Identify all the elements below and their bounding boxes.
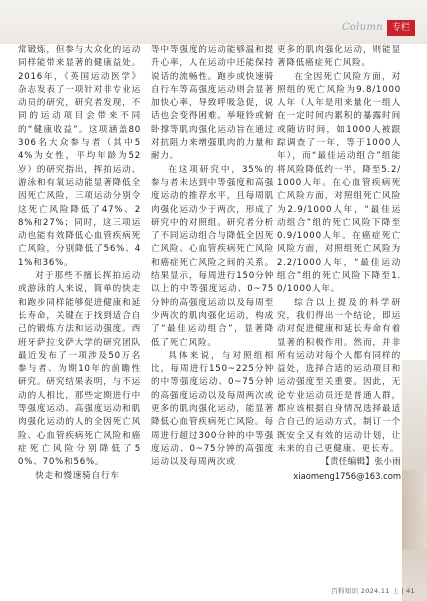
paragraph: 综合以上提及的科学研究，我们得出一个结论，即运动对促进健康和延长寿命有着显著的积极作用。然而，并非所有运动对每个人都有同样的益处，选择合适的运动项目和运动强度至关重要。因此，无论专业运动员还是普通人群，都应该根据自身情况选择最适合自己的运动方式，制订一个既安全又有效的运动计划，让未来的自己更健康、更长寿。 [277,297,401,454]
footer-page-info: 百科知识 2024.11 上 | 41 [331,587,415,595]
column-label: Column [341,22,383,33]
text-column-1 [18,44,141,483]
editor-credit: 【责任编辑】张小雨 [320,457,401,468]
editor-email: xiaomeng1756@163.com [293,470,401,481]
page-footer [0,578,427,601]
paragraph: 具体来说，与对照组相比，每周进行150~225分钟的中等强度运动、0~75分钟的高强度运动以及每周两次或更多的肌肉强化运动，能显著降低心血管疾病死亡风险。每周进行超过300分钟的中等强度运动、0~75分钟的高强度运动以及每周两次或 [151,350,274,468]
paragraph: 等中等强度的运动能够温和提升心率，人在运动中还能保持说话的流畅性。跑步或快速骑自行车等高强度运动则会显著加快心率，导致呼吸急促，说话也会变得困难。举哑铃或俯卧撑等肌肉强化运动旨在通过对抗阻力来增强肌肉的力量和耐力。 [151,45,274,162]
text-column-3 [277,44,401,483]
paragraph: 更多的肌肉强化运动，则能显著降低癌症死亡风险。 [277,45,401,69]
paragraph: 对于那些不擅长挥拍运动或游泳的人来说，简单的快走和跑步同样能够促进健康和延长寿命，关键在于找到适合自己的锻炼方法和运动强度。西班牙萨拉戈萨大学的研究团队最近发布了一项涉及50万名参与者、为期10年的前瞻性研究。研究结果表明，与不运动的人相比，那些定期进行中等强度运动、高强度运动和肌肉强化运动的人的全因死亡风险、心血管疾病死亡风险和癌症死亡风险分别降低了50%、70%和56%。 [18,271,141,468]
paragraph: 快走和慢速骑自行车 [35,470,120,481]
text-column-2 [151,44,274,470]
paragraph: 在全因死亡风险方面，对照组的死亡风险为9.8/1000人年（人年是用来量化一组人在一定时间内累积的暴露时间或随访时间，如1000人被跟踪调查了一年，等于1000人年），而“最佳运动组合”组能将风险降低约一半，降至5.2/1000人年。在心血管疾病死亡风险方面，对照组死亡风险为2.9/1000人年，“最佳运动组合”组的死亡风险下降至0.9/1000人年。在癌症死亡风险方面，对照组死亡风险为2.2/1000人年，“最佳运动组合”组的死亡风险下降至1.0/1000人年。 [277,71,401,295]
paragraph: 常锻炼，但参与大众化的运动同样能带来显著的健康益处。2016年，《英国运动医学》杂志发表了一项针对非专业运动员的研究，研究者发现，不同的运动项目会带来不同的“健康收益”。这项涵盖80306名大众参与者（其中54%为女性，平均年龄为52岁）的研究指出，挥拍运动、游泳和有氧运动能显著降低全因死亡风险，三项运动分别令这死亡风险降低了47%、28%和27%；同时，这三项运动也能有效降低心血管疾病死亡风险，分别降低了56%、41%和36%。 [18,45,141,268]
column-tag: 专栏 [387,20,415,36]
paragraph: 在这项研究中，35%的参与者未达到中等强度和高强度运动的推荐水平，且每周肌肉强化运动少于两次，形成了研究中的对照组。研究者分析了不同运动组合与降低全因死亡风险、心血管疾病死亡风险和癌症死亡风险之间的关系。结果显示，每周进行150分钟以上的中等强度运动、0~75分钟的高强度运动以及每周至少两次的肌肉强化运动，构成了“最佳运动组合”，显著降低了死亡风险。 [151,164,274,348]
decorative-photo-shade [402,470,427,550]
